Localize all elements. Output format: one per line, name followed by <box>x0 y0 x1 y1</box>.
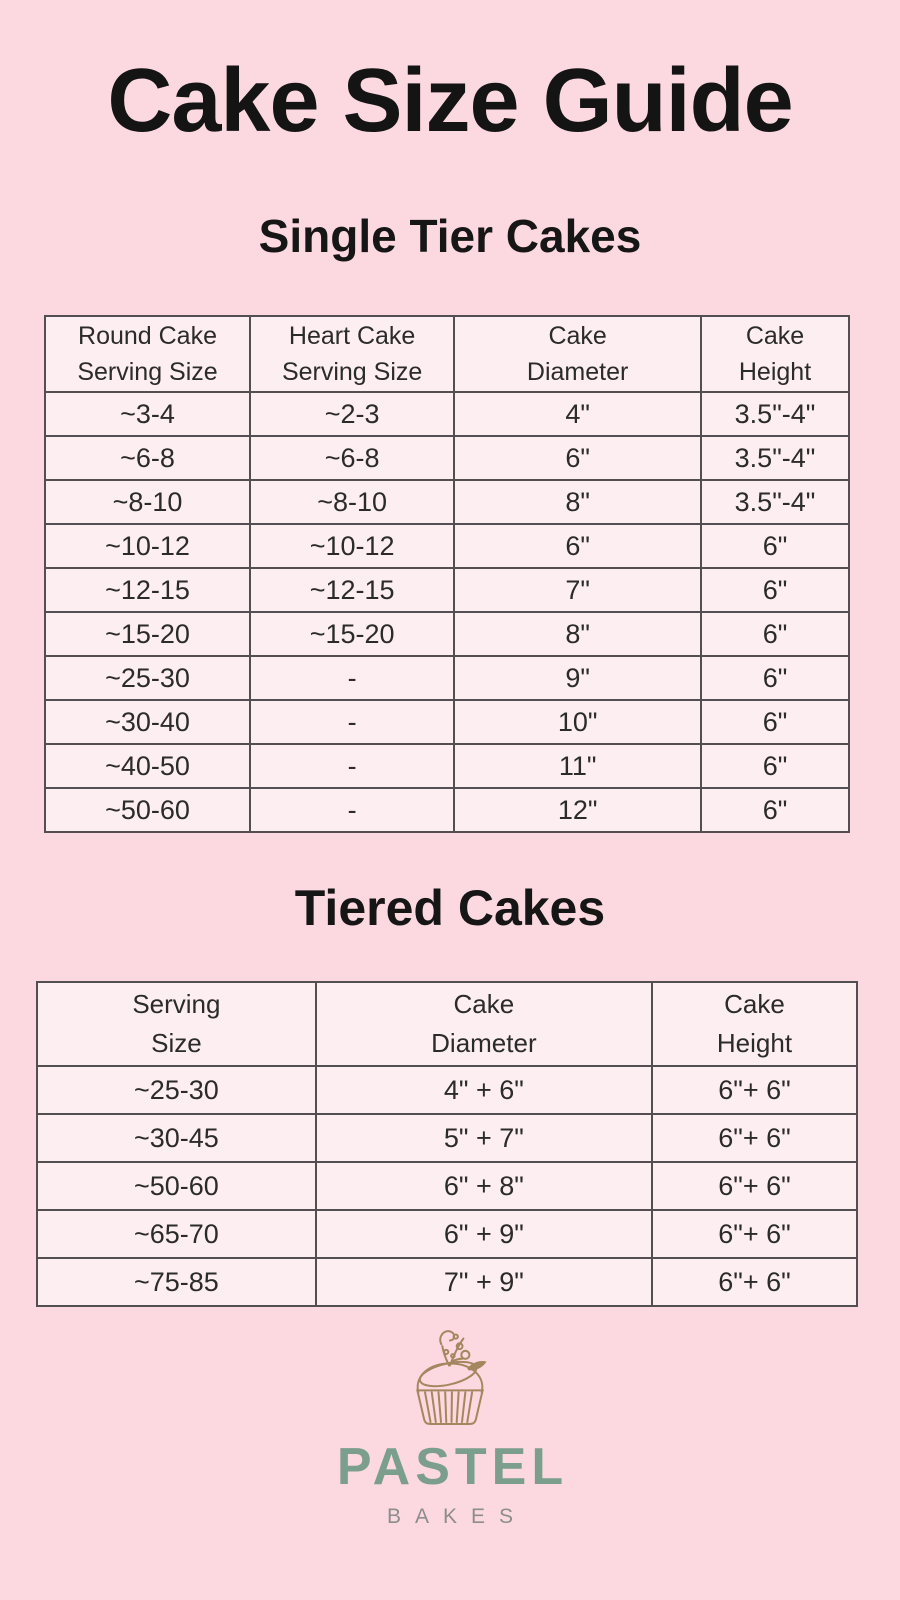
data-row <box>45 436 849 480</box>
data-cell: 7" <box>454 568 701 612</box>
data-cell: 6" <box>701 700 849 744</box>
column-header: Cake Height <box>701 316 849 392</box>
data-row <box>45 612 849 656</box>
data-cell: 6" <box>701 656 849 700</box>
data-cell: 5" + 7" <box>316 1114 652 1162</box>
data-row <box>45 392 849 436</box>
data-cell: 6"+ 6" <box>652 1162 857 1210</box>
single-tier-table <box>44 315 850 833</box>
column-header: Cake Diameter <box>454 316 701 392</box>
data-row <box>45 788 849 832</box>
data-cell: 9" <box>454 656 701 700</box>
brand-name: PASTEL <box>336 1438 569 1496</box>
data-cell: 4" <box>454 392 701 436</box>
data-row <box>37 1258 857 1306</box>
data-cell: - <box>250 656 454 700</box>
data-cell: 6" <box>701 568 849 612</box>
data-cell: 6" <box>454 524 701 568</box>
data-cell: 6"+ 6" <box>652 1066 857 1114</box>
column-header: Cake Height <box>652 982 857 1066</box>
data-row <box>45 744 849 788</box>
data-cell: 3.5"-4" <box>701 436 849 480</box>
data-cell: 10" <box>454 700 701 744</box>
data-row <box>45 656 849 700</box>
data-cell: ~10-12 <box>250 524 454 568</box>
data-cell: ~25-30 <box>45 656 250 700</box>
data-cell: ~12-15 <box>250 568 454 612</box>
data-row <box>37 1066 857 1114</box>
data-cell: ~30-45 <box>37 1114 316 1162</box>
data-cell: 6" <box>454 436 701 480</box>
tiered-table <box>36 981 858 1307</box>
brand-subtitle: BAKES <box>386 1505 528 1528</box>
column-header: Cake Diameter <box>316 982 652 1066</box>
data-cell: 6"+ 6" <box>652 1258 857 1306</box>
data-row <box>37 1210 857 1258</box>
data-row <box>45 700 849 744</box>
data-cell: 6" <box>701 788 849 832</box>
data-cell: ~6-8 <box>45 436 250 480</box>
header-row <box>45 316 849 392</box>
column-header: Heart Cake Serving Size <box>250 316 454 392</box>
data-cell: 6" <box>701 524 849 568</box>
data-cell: ~50-60 <box>45 788 250 832</box>
data-cell: 3.5"-4" <box>701 480 849 524</box>
data-cell: 6" <box>701 744 849 788</box>
data-cell: - <box>250 744 454 788</box>
data-cell: 8" <box>454 480 701 524</box>
data-cell: ~65-70 <box>37 1210 316 1258</box>
data-cell: ~30-40 <box>45 700 250 744</box>
data-cell: 6" + 9" <box>316 1210 652 1258</box>
data-cell: 6" + 8" <box>316 1162 652 1210</box>
data-cell: ~6-8 <box>250 436 454 480</box>
data-cell: - <box>250 700 454 744</box>
brand-logo <box>0 1323 900 1529</box>
data-cell: 7" + 9" <box>316 1258 652 1306</box>
data-cell: ~2-3 <box>250 392 454 436</box>
data-cell: 11" <box>454 744 701 788</box>
data-row <box>45 480 849 524</box>
data-cell: ~50-60 <box>37 1162 316 1210</box>
data-cell: ~8-10 <box>250 480 454 524</box>
data-cell: 12" <box>454 788 701 832</box>
column-header: Round Cake Serving Size <box>45 316 250 392</box>
data-row <box>37 1114 857 1162</box>
data-cell: ~8-10 <box>45 480 250 524</box>
data-row <box>37 1162 857 1210</box>
data-cell: 4" + 6" <box>316 1066 652 1114</box>
data-cell: ~12-15 <box>45 568 250 612</box>
data-cell: ~25-30 <box>37 1066 316 1114</box>
data-cell: ~3-4 <box>45 392 250 436</box>
header-row <box>37 982 857 1066</box>
data-cell: ~10-12 <box>45 524 250 568</box>
section-title-single-tier: Single Tier Cakes <box>258 210 642 262</box>
column-header: Serving Size <box>37 982 316 1066</box>
data-cell: ~75-85 <box>37 1258 316 1306</box>
data-cell: 6" <box>701 612 849 656</box>
data-row <box>45 568 849 612</box>
data-cell: 3.5"-4" <box>701 392 849 436</box>
data-cell: ~15-20 <box>45 612 250 656</box>
section-title-tiered: Tiered Cakes <box>294 880 606 936</box>
data-cell: 6"+ 6" <box>652 1114 857 1162</box>
data-row <box>45 524 849 568</box>
data-cell: - <box>250 788 454 832</box>
page-title: Cake Size Guide <box>107 51 793 151</box>
cupcake-icon <box>402 1323 498 1427</box>
data-cell: ~15-20 <box>250 612 454 656</box>
data-cell: 6"+ 6" <box>652 1210 857 1258</box>
data-cell: 8" <box>454 612 701 656</box>
data-cell: ~40-50 <box>45 744 250 788</box>
